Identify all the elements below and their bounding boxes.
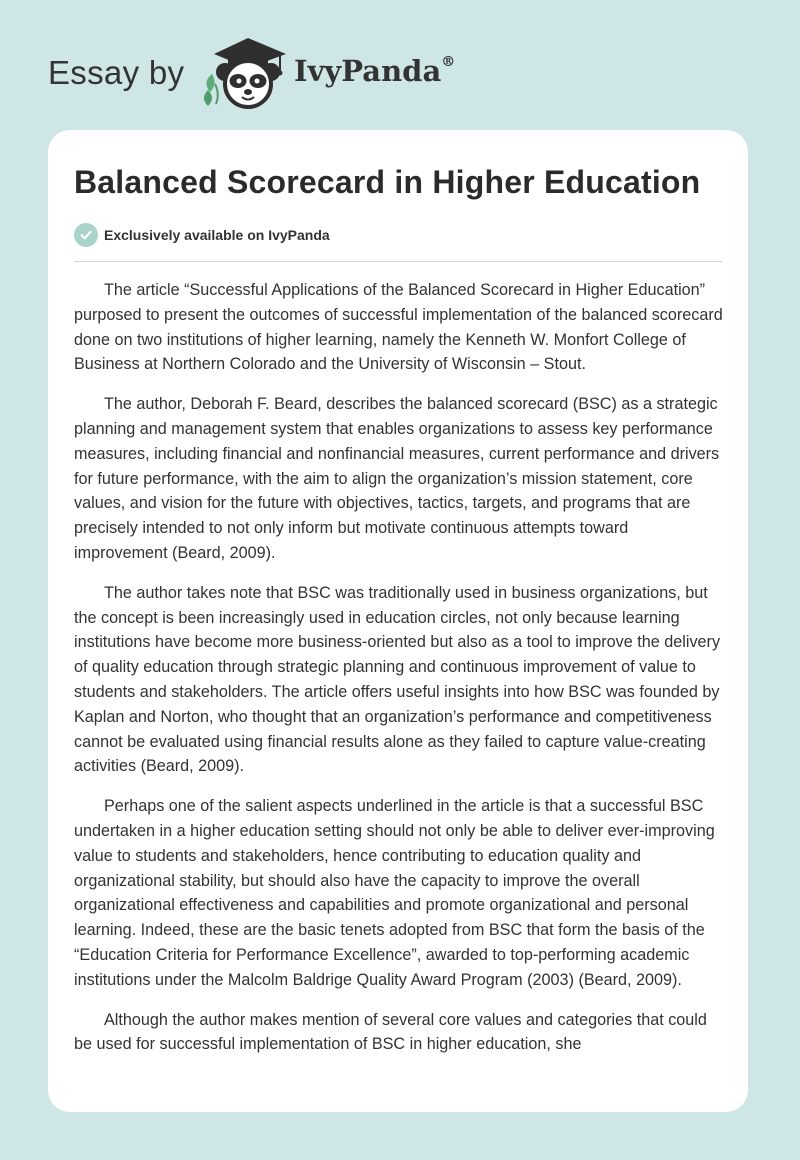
site-header [48, 34, 508, 114]
essay-card [48, 130, 748, 1112]
registered-mark: ® [441, 54, 456, 71]
paragraph: The author takes note that BSC was traditionally used in business organizations, but the concept is been increasingly used in education circles, not only because learning institutions have become more business-oriented but also as a tool to improve the delivery of quality education through strategic planning and continuous improvement of value to students and stakeholders. The article offers useful insights into how BSC was founded by Kaplan and Norton, who thought that an organization’s performance and competitiveness cannot be evaluated using financial results alone as they failed to capture value-creating activities (Beard, 2009). [74, 583, 721, 776]
panda-logo-icon [200, 34, 296, 110]
page-title: Balanced Scorecard in Higher Education [74, 164, 701, 200]
paragraph: Perhaps one of the salient aspects underlined in the article is that a successful BSC undertaken in a higher education setting should not only be able to deliver ever-improving value to students and stakeholders, hence contributing to education quality and organizational stability, but should also have the capacity to improve the overall organizational effectiveness and capabilities and promote organizational and personal learning. Indeed, these are the basic tenets adopted from BSC that form the basis of the “Education Criteria for Performance Excellence”, awarded to top-performing academic institutions under the Malcolm Baldrige Quality Award Program (2003) (Beard, 2009). [74, 797, 715, 989]
paragraph: Although the author makes mention of several core values and categories that could be used for successful implementation of BSC in higher education, she [74, 1010, 707, 1054]
exclusive-badge [74, 222, 330, 248]
check-icon [74, 223, 98, 247]
paragraph: The author, Deborah F. Beard, describes the balanced scorecard (BSC) as a strategic planning and management system that enables organizations to assess key performance measures, including financial and nonfinancial measures, current performance and drivers for future performance, with the aim to align the organization’s mission statement, core values, and vision for the future with objectives, tactics, targets, and programs that are precisely intended to not only inform but motivate continuous attempts toward improvement (Beard, 2009). [74, 395, 720, 562]
badge-label: Exclusively available on IvyPanda [104, 227, 330, 243]
essay-body [74, 278, 726, 1072]
brand-name [294, 54, 455, 88]
paragraph: The article “Successful Applications of the Balanced Scorecard in Higher Education” purposed to present the outcomes of successful implementation of the balanced scorecard done on two institutions of higher learning, namely the Kenneth W. Monfort College of Business at Northern Colorado and the University of Wisconsin – Stout. [74, 281, 723, 374]
divider [74, 261, 722, 262]
brand-prefix: Essay by [48, 54, 185, 91]
brand-name-text: IvyPanda [294, 54, 442, 88]
